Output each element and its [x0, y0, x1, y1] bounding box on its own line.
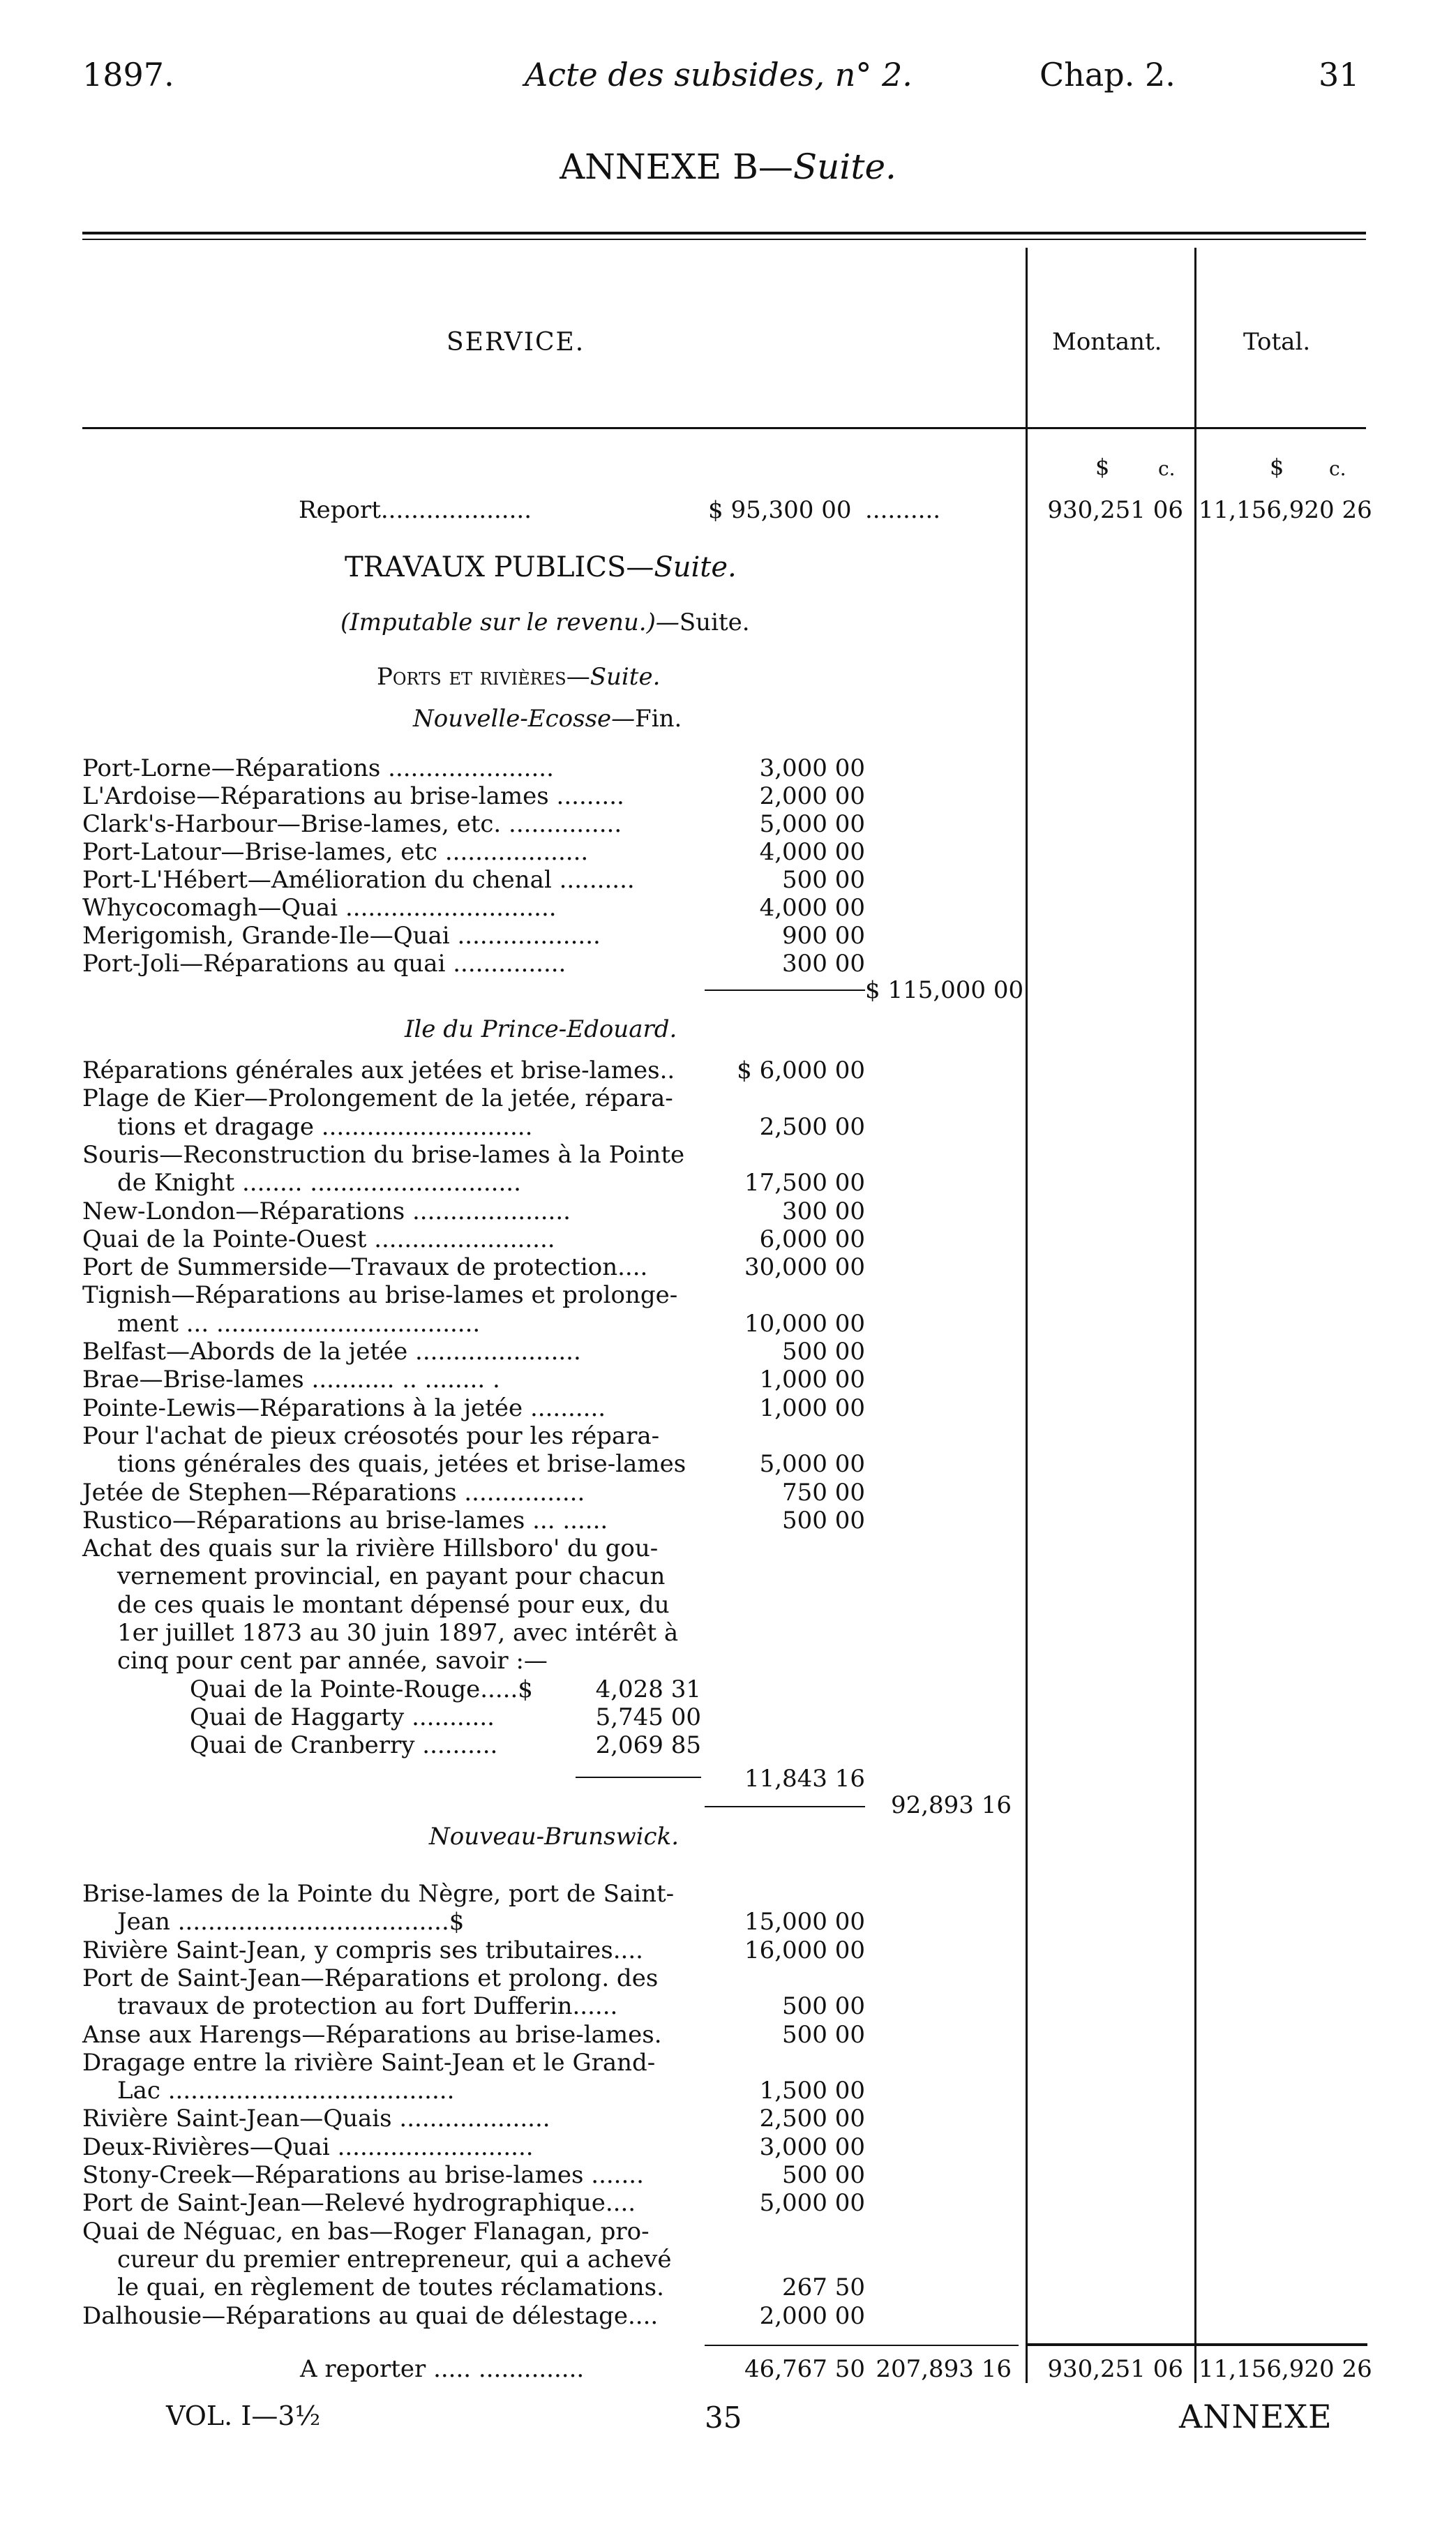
ns-item-row	[0, 811, 1456, 837]
pei-item-row	[0, 1282, 1456, 1308]
nb-item-label: Deux-Rivières—Quai ..........................	[82, 2133, 534, 2161]
ns-item-row	[0, 839, 1456, 865]
ns-item-amount: 5,000 00	[759, 810, 865, 838]
ns-item-label: Clark's-Harbour—Brise-lames, etc. ...............	[82, 810, 622, 838]
pei-item-label: ment ... ...................................	[117, 1309, 481, 1338]
unit-dollar-total: $	[1270, 454, 1284, 480]
nb-item-amount: 5,000 00	[759, 2189, 865, 2218]
pei-item-label: Réparations générales aux jetées et brise-lames..	[82, 1056, 675, 1084]
nb-item-row	[0, 1881, 1456, 1907]
pei-item-label: Brae—Brise-lames ........... .. ........ .	[82, 1366, 500, 1394]
pei-total: 92,893 16	[890, 1791, 1012, 1819]
pei-item-label: Belfast—Abords de la jetée ......................	[82, 1338, 581, 1366]
nb-item-label: travaux de protection au fort Dufferin......	[117, 1992, 618, 2021]
nb-item-label: Port de Saint-Jean—Relevé hydrographique....	[82, 2189, 636, 2218]
pei-item-row	[0, 1592, 1456, 1618]
nb-item-amount: 16,000 00	[744, 1936, 865, 1964]
nb-item-amount: 500 00	[782, 2161, 865, 2189]
pei-item-row	[0, 1170, 1456, 1196]
ns-item-row	[0, 755, 1456, 782]
ns-item-row	[0, 867, 1456, 893]
pei-item-row	[0, 1198, 1456, 1225]
ns-item-label: Merigomish, Grande-Ile—Quai ...................	[82, 922, 601, 950]
nb-item-amount: 2,500 00	[759, 2105, 865, 2133]
report-dots: ..........	[865, 496, 941, 524]
footer-page: 35	[705, 2400, 742, 2435]
footer-volume: VOL. I—3½	[166, 2400, 321, 2431]
carry-rule-sub	[705, 2345, 1019, 2346]
ns-item-row	[0, 950, 1456, 977]
ns-item-label: Whycocomagh—Quai ............................	[82, 894, 557, 922]
nb-item-row	[0, 2162, 1456, 2188]
top-rule	[82, 232, 1366, 234]
pei-item-row	[0, 1366, 1456, 1393]
pei-item-row	[0, 1226, 1456, 1253]
report-total: 11,156,920 26	[1199, 496, 1372, 524]
nb-item-row	[0, 2049, 1456, 2076]
pei-item-amount: 1,000 00	[759, 1394, 865, 1422]
nb-item-amount: 267 50	[782, 2273, 865, 2302]
pei-item-row	[0, 1114, 1456, 1140]
nb-item-row	[0, 2218, 1456, 2245]
ns-item-row	[0, 923, 1456, 949]
pei-item-amount: 500 00	[782, 1506, 865, 1534]
pei-item-row	[0, 1254, 1456, 1280]
nb-item-label: Rivière Saint-Jean—Quais ....................	[82, 2105, 550, 2133]
header-service: SERVICE.	[446, 328, 585, 357]
pei-item-label: de ces quais le montant dépensé pour eux, du	[117, 1590, 670, 1619]
pei-item-label: Jetée de Stephen—Réparations ................	[82, 1478, 585, 1507]
pei-item-label: Souris—Reconstruction du brise-lames à la Pointe	[82, 1140, 685, 1169]
pei-item-label: vernement provincial, en payant pour chacun	[117, 1562, 666, 1591]
pei-item-label: tions et dragage ............................	[117, 1112, 533, 1141]
ns-item-label: Port-Latour—Brise-lames, etc ...................	[82, 838, 589, 866]
report-montant: 930,251 06	[1047, 496, 1183, 524]
nb-item-label: le quai, en règlement de toutes réclamations.	[117, 2273, 664, 2302]
pei-item-label: Achat des quais sur la rivière Hillsboro' du gou-	[82, 1534, 659, 1563]
carry-label: A reporter ..... ..............	[300, 2355, 585, 2383]
nb-item-row	[0, 2105, 1456, 2132]
carry-mid-amount: 207,893 16	[876, 2355, 1012, 2383]
annex-title	[0, 147, 1456, 187]
top-rule-thin	[82, 239, 1366, 240]
pei-item-label: de Knight ........ ............................	[117, 1169, 521, 1197]
nb-item-label: Anse aux Harengs—Réparations au brise-lames.	[82, 2020, 662, 2049]
ns-item-amount: 300 00	[782, 950, 865, 978]
ns-total: $ 115,000 00	[865, 976, 1024, 1004]
ns-item-amount: 4,000 00	[759, 838, 865, 866]
header-rule	[82, 427, 1366, 429]
wharves-total-row	[0, 1765, 1456, 1792]
unit-cents-montant: c.	[1158, 457, 1176, 480]
nb-item-amount: 3,000 00	[759, 2133, 865, 2161]
pei-item-label: Pour l'achat de pieux créosotés pour les répara-	[82, 1421, 660, 1450]
nb-item-amount: 2,000 00	[759, 2301, 865, 2330]
ns-item-label: L'Ardoise—Réparations au brise-lames .........	[82, 782, 624, 810]
carry-total: 11,156,920 26	[1199, 2355, 1372, 2383]
nb-item-label: Quai de Néguac, en bas—Roger Flanagan, pro-	[82, 2217, 650, 2246]
nb-item-row	[0, 1937, 1456, 1964]
nb-item-row	[0, 2190, 1456, 2216]
nb-item-label: Stony-Creek—Réparations au brise-lames .......	[82, 2161, 644, 2189]
pei-item-amount: 30,000 00	[744, 1253, 865, 1282]
nova-scotia-heading: Nouvelle-Ecosse—Fin.	[413, 705, 682, 733]
pei-item-label: Plage de Kier—Prolongement de la jetée, répara-	[82, 1084, 673, 1113]
nb-item-label: Dragage entre la rivière Saint-Jean et le Grand-	[82, 2048, 656, 2077]
nb-item-label: cureur du premier entrepreneur, qui a achevé	[117, 2245, 672, 2273]
nb-item-amount: 500 00	[782, 1992, 865, 2021]
carry-montant: 930,251 06	[1047, 2355, 1183, 2383]
pei-item-label: tions générales des quais, jetées et brise-lames	[117, 1450, 686, 1479]
header-total: Total.	[1243, 328, 1311, 356]
pei-item-label: Pointe-Lewis—Réparations à la jetée ..........	[82, 1394, 606, 1422]
ns-item-row	[0, 783, 1456, 809]
pei-item-row	[0, 1057, 1456, 1084]
nb-item-row	[0, 2077, 1456, 2104]
nb-item-row	[0, 2303, 1456, 2329]
wharf-row	[0, 1704, 1456, 1731]
wharf-row	[0, 1732, 1456, 1758]
pei-item-amount: 300 00	[782, 1197, 865, 1225]
nb-item-row	[0, 1965, 1456, 1992]
pei-total-row	[0, 1792, 1456, 1819]
report-sub-amount: $ 95,300 00	[708, 496, 852, 524]
pei-item-row	[0, 1479, 1456, 1506]
nb-heading: Nouveau-Brunswick.	[429, 1823, 680, 1851]
pei-item-row	[0, 1507, 1456, 1534]
footer-catchword: ANNEXE	[1179, 2398, 1333, 2435]
pei-item-amount: 5,000 00	[759, 1450, 865, 1479]
wharves-total: 11,843 16	[744, 1765, 865, 1793]
ns-item-amount: 900 00	[782, 922, 865, 950]
pei-item-row	[0, 1310, 1456, 1337]
ns-item-amount: 4,000 00	[759, 894, 865, 922]
pei-item-row	[0, 1535, 1456, 1562]
report-row	[0, 497, 1456, 523]
ns-item-row	[0, 895, 1456, 921]
ns-item-label: Port-L'Hébert—Amélioration du chenal ..........	[82, 866, 635, 894]
chapter: Chap. 2.	[1040, 56, 1176, 94]
header-montant: Montant.	[1052, 328, 1162, 356]
wharf-label: Quai de Cranberry ..........	[190, 1731, 498, 1759]
pei-item-row	[0, 1142, 1456, 1168]
nb-item-label: Jean ....................................$	[117, 1908, 465, 1936]
wharf-label: Quai de Haggarty ...........	[190, 1703, 495, 1731]
pei-item-label: Rustico—Réparations au brise-lames ... ......	[82, 1506, 608, 1534]
page-number: 31	[1319, 56, 1360, 94]
nb-item-row	[0, 1909, 1456, 1935]
pei-item-label: cinq pour cent par année, savoir :—	[117, 1647, 548, 1675]
pei-item-row	[0, 1085, 1456, 1112]
pei-item-amount: 10,000 00	[744, 1309, 865, 1338]
pei-item-label: Quai de la Pointe-Ouest ........................	[82, 1225, 555, 1253]
travaux-title: TRAVAUX PUBLICS—Suite.	[345, 551, 737, 583]
ns-item-label: Port-Lorne—Réparations ......................	[82, 754, 554, 782]
nb-item-amount: 15,000 00	[744, 1908, 865, 1936]
pei-item-amount: 1,000 00	[759, 1366, 865, 1394]
pei-item-amount: 6,000 00	[759, 1225, 865, 1253]
pei-item-row	[0, 1338, 1456, 1365]
wharf-amount: 4,028 31	[595, 1675, 701, 1703]
unit-cents-total: c.	[1329, 457, 1346, 480]
pei-item-label: Port de Summerside—Travaux de protection....	[82, 1253, 648, 1282]
act-title: Acte des subsides, n° 2.	[525, 56, 913, 94]
carry-rule-main	[1026, 2343, 1367, 2346]
report-label: Report....................	[299, 496, 532, 524]
pei-item-label: Tignish—Réparations au brise-lames et prolonge-	[82, 1281, 678, 1310]
nb-item-label: Rivière Saint-Jean, y compris ses tributaires....	[82, 1936, 643, 1964]
nb-item-label: Port de Saint-Jean—Réparations et prolong. des	[82, 1964, 659, 1992]
nb-item-row	[0, 1993, 1456, 2019]
ns-total-row	[0, 977, 1456, 1003]
nb-item-row	[0, 2246, 1456, 2273]
wharf-amount: 2,069 85	[595, 1731, 701, 1759]
pei-item-amount: 17,500 00	[744, 1169, 865, 1197]
ns-item-amount: 500 00	[782, 866, 865, 894]
carry-forward-row	[0, 2356, 1456, 2382]
unit-dollar-montant: $	[1095, 454, 1110, 480]
pei-item-row	[0, 1563, 1456, 1590]
pei-item-amount: 2,500 00	[759, 1112, 865, 1141]
imputable-title: (Imputable sur le revenu.)—Suite.	[340, 608, 750, 636]
pei-item-label: New-London—Réparations .....................	[82, 1197, 571, 1225]
pei-item-row	[0, 1620, 1456, 1646]
nb-item-label: Brise-lames de la Pointe du Nègre, port de Saint-	[82, 1880, 675, 1908]
wharf-amount: 5,745 00	[595, 1703, 701, 1731]
pei-item-amount: $ 6,000 00	[737, 1056, 865, 1084]
annex-title-suite: Suite.	[793, 147, 896, 187]
pei-item-row	[0, 1395, 1456, 1421]
nb-item-row	[0, 2022, 1456, 2048]
ns-item-amount: 2,000 00	[759, 782, 865, 810]
wharf-label: Quai de la Pointe-Rouge.....$	[190, 1675, 533, 1703]
pei-item-row	[0, 1451, 1456, 1477]
nb-item-row	[0, 2274, 1456, 2301]
ports-title: Ports et rivières—Suite.	[377, 663, 661, 691]
pei-heading: Ile du Prince-Edouard.	[405, 1015, 677, 1043]
pei-item-amount: 500 00	[782, 1338, 865, 1366]
pei-item-row	[0, 1648, 1456, 1674]
nb-item-amount: 500 00	[782, 2020, 865, 2049]
nb-item-label: Dalhousie—Réparations au quai de délestage....	[82, 2301, 659, 2330]
pei-item-amount: 750 00	[782, 1478, 865, 1507]
year: 1897.	[82, 56, 174, 94]
wharf-row	[0, 1676, 1456, 1703]
nb-item-row	[0, 2134, 1456, 2160]
nb-item-label: Lac ......................................	[117, 2077, 455, 2105]
pei-item-row	[0, 1423, 1456, 1449]
pei-item-label: 1er juillet 1873 au 30 juin 1897, avec intérêt à	[117, 1619, 679, 1647]
ns-item-amount: 3,000 00	[759, 754, 865, 782]
annex-title-main: ANNEXE B—	[560, 147, 793, 187]
carry-sub-amount: 46,767 50	[744, 2355, 865, 2383]
nb-item-amount: 1,500 00	[759, 2077, 865, 2105]
ns-item-label: Port-Joli—Réparations au quai ...............	[82, 950, 566, 978]
